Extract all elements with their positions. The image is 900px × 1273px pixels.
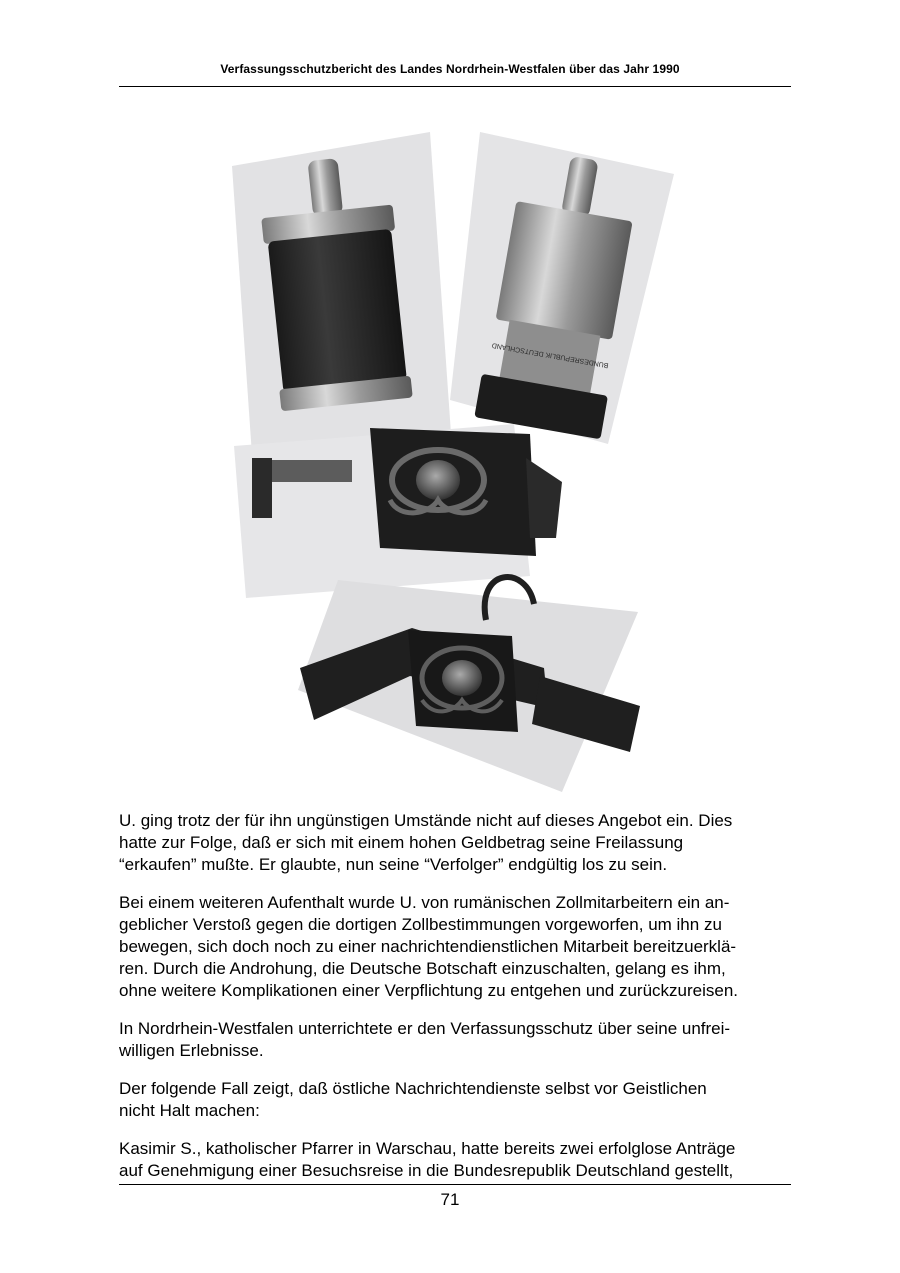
page-number: 71 [440,1190,460,1209]
body-text [119,810,791,1198]
text-line: U. ging trotz der für ihn ungünstigen Umstände nicht auf dieses Angebot ein. Dies [119,811,733,830]
text-line: ohne weitere Komplikationen einer Verpflichtung zu entgehen und zurückzureisen. [119,981,739,1000]
text-line: geblicher Verstoß gegen die dortigen Zollbestimmungen vorgeworfen, um ihn zu [119,915,722,934]
text-line: In Nordrhein-Westfalen unterrichtete er den Verfassungsschutz über seine unfrei- [119,1019,731,1038]
text-line: hatte zur Folge, daß er sich mit einem hohen Geldbetrag seine Freilassung [119,833,684,852]
paragraph-4 [119,1078,791,1122]
photo-canister-open [450,132,674,444]
text-line: Kasimir S., katholischer Pfarrer in Warschau, hatte bereits zwei erfolglose Anträge [119,1139,736,1158]
paragraph-5 [119,1138,791,1182]
paragraph-1 [119,810,791,876]
spy-device-photo-collage [230,128,680,794]
text-line: nicht Halt machen: [119,1101,260,1120]
running-header: Verfassungsschutzbericht des Landes Nordrhein-Westfalen über das Jahr 1990 [220,62,680,76]
photo-hanger-part [234,424,562,598]
paragraph-2 [119,892,791,1002]
photo-hanger-assembled [298,577,640,792]
text-line: bewegen, sich doch noch zu einer nachrichtendienstlichen Mitarbeit bereitzuerklä- [119,937,737,956]
text-line: willigen Erlebnisse. [119,1041,264,1060]
text-line: ren. Durch die Androhung, die Deutsche Botschaft einzuschalten, gelang es ihm, [119,959,726,978]
header-rule [119,86,791,87]
embossed-label: BUNDESREPUBLIK DEUTSCHLAND [491,341,610,369]
text-line: “erkaufen” mußte. Er glaubte, nun seine “Verfolger” endgültig los zu sein. [119,855,668,874]
paragraph-3 [119,1018,791,1062]
text-line: Der folgende Fall zeigt, daß östliche Nachrichtendienste selbst vor Geistlichen [119,1079,707,1098]
footer-rule [119,1184,791,1185]
text-line: Bei einem weiteren Aufenthalt wurde U. von rumänischen Zollmitarbeitern ein an- [119,893,730,912]
text-line: auf Genehmigung einer Besuchsreise in die Bundesrepublik Deutschland gestellt, [119,1161,734,1180]
